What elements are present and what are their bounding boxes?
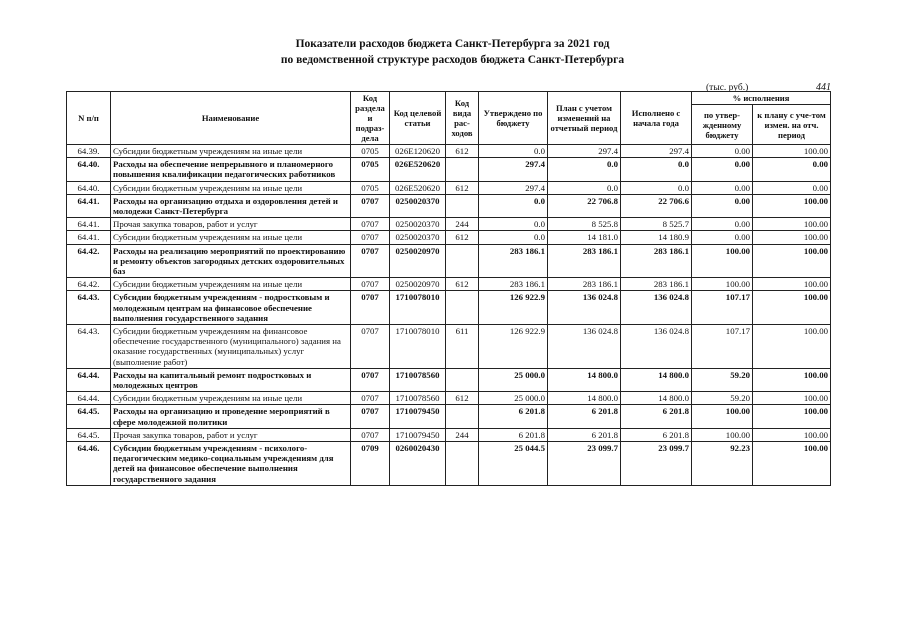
row-pct-approved: 0.00 bbox=[692, 231, 753, 244]
row-number: 64.44. bbox=[67, 368, 111, 391]
row-target-code: 0250020970 bbox=[390, 278, 446, 291]
row-section-code: 0707 bbox=[351, 325, 390, 369]
row-pct-plan: 100.00 bbox=[753, 368, 831, 391]
table-row bbox=[67, 218, 831, 231]
row-section-code: 0707 bbox=[351, 278, 390, 291]
row-target-code: 026Е520620 bbox=[390, 158, 446, 181]
row-approved: 297.4 bbox=[479, 158, 548, 181]
row-target-code: 1710079450 bbox=[390, 428, 446, 441]
table-header bbox=[67, 92, 831, 145]
row-plan: 297.4 bbox=[548, 145, 621, 158]
row-target-code: 1710079450 bbox=[390, 405, 446, 428]
col-header-num: N п/п bbox=[67, 92, 111, 145]
row-approved: 0.0 bbox=[479, 194, 548, 217]
row-plan: 14 181.0 bbox=[548, 231, 621, 244]
row-pct-approved: 100.00 bbox=[692, 278, 753, 291]
table-row bbox=[67, 442, 831, 486]
row-pct-plan: 100.00 bbox=[753, 442, 831, 486]
row-executed: 136 024.8 bbox=[621, 291, 692, 325]
row-plan: 6 201.8 bbox=[548, 405, 621, 428]
row-pct-approved: 0.00 bbox=[692, 145, 753, 158]
row-expense-type bbox=[446, 405, 479, 428]
row-section-code: 0707 bbox=[351, 392, 390, 405]
row-pct-plan: 100.00 bbox=[753, 194, 831, 217]
row-section-code: 0707 bbox=[351, 368, 390, 391]
row-pct-approved: 107.17 bbox=[692, 325, 753, 369]
row-executed: 136 024.8 bbox=[621, 325, 692, 369]
row-section-code: 0707 bbox=[351, 231, 390, 244]
row-plan: 22 706.8 bbox=[548, 194, 621, 217]
row-pct-approved: 59.20 bbox=[692, 392, 753, 405]
row-expense-type bbox=[446, 194, 479, 217]
table-row bbox=[67, 278, 831, 291]
col-header-executed: Исполнено с начала года bbox=[621, 92, 692, 145]
row-executed: 6 201.8 bbox=[621, 428, 692, 441]
row-pct-plan: 100.00 bbox=[753, 278, 831, 291]
row-approved: 0.0 bbox=[479, 145, 548, 158]
row-name: Расходы на реализацию мероприятий по проектированию и ремонту объектов загородных детских оздоровительных баз bbox=[111, 244, 351, 278]
row-pct-plan: 100.00 bbox=[753, 325, 831, 369]
row-approved: 297.4 bbox=[479, 181, 548, 194]
page-number: 441 bbox=[816, 82, 831, 93]
row-executed: 0.0 bbox=[621, 181, 692, 194]
row-name: Расходы на организацию и проведение мероприятий в сфере молодежной политики bbox=[111, 405, 351, 428]
row-pct-plan: 0.00 bbox=[753, 158, 831, 181]
row-expense-type bbox=[446, 244, 479, 278]
row-pct-plan: 100.00 bbox=[753, 392, 831, 405]
row-number: 64.45. bbox=[67, 405, 111, 428]
row-name: Расходы на обеспечение непрерывного и планомерного повышения квалификации педагогических работников bbox=[111, 158, 351, 181]
col-header-pct-approved: по утвер-жденному бюджету bbox=[692, 105, 753, 145]
row-plan: 136 024.8 bbox=[548, 291, 621, 325]
row-expense-type: 612 bbox=[446, 392, 479, 405]
row-target-code: 1710078560 bbox=[390, 392, 446, 405]
row-expense-type: 612 bbox=[446, 181, 479, 194]
document-title-line2: по ведомственной структуре расходов бюджета Санкт-Петербурга bbox=[280, 54, 625, 66]
row-number: 64.43. bbox=[67, 291, 111, 325]
row-plan: 14 800.0 bbox=[548, 392, 621, 405]
row-target-code: 026Е520620 bbox=[390, 181, 446, 194]
row-executed: 22 706.6 bbox=[621, 194, 692, 217]
row-name: Субсидии бюджетным учреждениям на иные цели bbox=[111, 392, 351, 405]
row-pct-plan: 100.00 bbox=[753, 405, 831, 428]
table-row bbox=[67, 428, 831, 441]
row-executed: 6 201.8 bbox=[621, 405, 692, 428]
row-target-code: 1710078560 bbox=[390, 368, 446, 391]
row-number: 64.42. bbox=[67, 244, 111, 278]
row-expense-type: 611 bbox=[446, 325, 479, 369]
row-name: Прочая закупка товаров, работ и услуг bbox=[111, 428, 351, 441]
row-expense-type: 612 bbox=[446, 145, 479, 158]
row-name: Прочая закупка товаров, работ и услуг bbox=[111, 218, 351, 231]
row-pct-plan: 100.00 bbox=[753, 244, 831, 278]
row-name: Субсидии бюджетным учреждениям - психолого-педагогическим медико-социальным учреждениям для детей на финансовое обеспечение выполнения государственного задания bbox=[111, 442, 351, 486]
row-executed: 283 186.1 bbox=[621, 278, 692, 291]
row-target-code: 1710078010 bbox=[390, 325, 446, 369]
row-number: 64.45. bbox=[67, 428, 111, 441]
row-executed: 8 525.7 bbox=[621, 218, 692, 231]
row-section-code: 0707 bbox=[351, 218, 390, 231]
col-header-approved: Утверждено по бюджету bbox=[479, 92, 548, 145]
table-row bbox=[67, 231, 831, 244]
row-target-code: 1710078010 bbox=[390, 291, 446, 325]
row-name: Субсидии бюджетным учреждениям на иные цели bbox=[111, 181, 351, 194]
row-approved: 25 000.0 bbox=[479, 368, 548, 391]
row-approved: 126 922.9 bbox=[479, 325, 548, 369]
row-name: Субсидии бюджетным учреждениям на финансовое обеспечение государственного (муниципального) задания на оказание государственных (муниципальных) услуг (выполнение работ) bbox=[111, 325, 351, 369]
row-expense-type: 244 bbox=[446, 428, 479, 441]
row-number: 64.40. bbox=[67, 158, 111, 181]
row-executed: 14 800.0 bbox=[621, 392, 692, 405]
row-number: 64.41. bbox=[67, 194, 111, 217]
row-target-code: 0250020370 bbox=[390, 218, 446, 231]
table-row bbox=[67, 181, 831, 194]
row-pct-approved: 107.17 bbox=[692, 291, 753, 325]
row-executed: 0.0 bbox=[621, 158, 692, 181]
budget-table bbox=[66, 91, 831, 486]
row-expense-type: 612 bbox=[446, 278, 479, 291]
row-pct-approved: 0.00 bbox=[692, 181, 753, 194]
row-number: 64.41. bbox=[67, 218, 111, 231]
row-number: 64.40. bbox=[67, 181, 111, 194]
table-row bbox=[67, 325, 831, 369]
document-title-line1: Показатели расходов бюджета Санкт-Петербурга за 2021 год bbox=[295, 38, 610, 50]
row-executed: 14 800.0 bbox=[621, 368, 692, 391]
row-target-code: 0250020370 bbox=[390, 231, 446, 244]
row-executed: 297.4 bbox=[621, 145, 692, 158]
row-plan: 6 201.8 bbox=[548, 428, 621, 441]
table-body bbox=[67, 145, 831, 486]
row-target-code: 0250020970 bbox=[390, 244, 446, 278]
row-expense-type bbox=[446, 442, 479, 486]
row-section-code: 0709 bbox=[351, 442, 390, 486]
row-plan: 0.0 bbox=[548, 158, 621, 181]
row-pct-plan: 100.00 bbox=[753, 145, 831, 158]
row-number: 64.41. bbox=[67, 231, 111, 244]
row-number: 64.43. bbox=[67, 325, 111, 369]
row-expense-type: 244 bbox=[446, 218, 479, 231]
row-expense-type bbox=[446, 368, 479, 391]
row-number: 64.46. bbox=[67, 442, 111, 486]
row-section-code: 0707 bbox=[351, 194, 390, 217]
row-name: Субсидии бюджетным учреждениям на иные цели bbox=[111, 231, 351, 244]
row-approved: 6 201.8 bbox=[479, 428, 548, 441]
col-header-percent-group: % исполнения bbox=[692, 92, 831, 105]
row-executed: 23 099.7 bbox=[621, 442, 692, 486]
row-approved: 126 922.9 bbox=[479, 291, 548, 325]
row-pct-approved: 0.00 bbox=[692, 218, 753, 231]
row-plan: 283 186.1 bbox=[548, 278, 621, 291]
row-expense-type bbox=[446, 158, 479, 181]
row-name: Субсидии бюджетным учреждениям на иные цели bbox=[111, 145, 351, 158]
row-pct-plan: 100.00 bbox=[753, 218, 831, 231]
row-plan: 136 024.8 bbox=[548, 325, 621, 369]
row-plan: 23 099.7 bbox=[548, 442, 621, 486]
row-section-code: 0705 bbox=[351, 181, 390, 194]
row-number: 64.39. bbox=[67, 145, 111, 158]
row-approved: 283 186.1 bbox=[479, 244, 548, 278]
table-row bbox=[67, 244, 831, 278]
row-number: 64.42. bbox=[67, 278, 111, 291]
row-pct-approved: 0.00 bbox=[692, 194, 753, 217]
row-pct-plan: 100.00 bbox=[753, 291, 831, 325]
row-target-code: 0250020370 bbox=[390, 194, 446, 217]
table-row bbox=[67, 291, 831, 325]
row-pct-approved: 0.00 bbox=[692, 158, 753, 181]
col-header-pct-plan: к плану с уче-том измен. на отч. период bbox=[753, 105, 831, 145]
row-pct-approved: 100.00 bbox=[692, 405, 753, 428]
units-label: (тыс. руб.) bbox=[706, 83, 749, 93]
table-row bbox=[67, 368, 831, 391]
row-approved: 6 201.8 bbox=[479, 405, 548, 428]
row-approved: 0.0 bbox=[479, 218, 548, 231]
table-row bbox=[67, 194, 831, 217]
row-expense-type: 612 bbox=[446, 231, 479, 244]
row-plan: 283 186.1 bbox=[548, 244, 621, 278]
row-target-code: 026Е120620 bbox=[390, 145, 446, 158]
row-approved: 0.0 bbox=[479, 231, 548, 244]
row-name: Субсидии бюджетным учреждениям - подростковым и молодежным центрам на финансовое обеспечение выполнения государственного задания bbox=[111, 291, 351, 325]
row-target-code: 0260020430 bbox=[390, 442, 446, 486]
row-section-code: 0707 bbox=[351, 428, 390, 441]
col-header-name: Наименование bbox=[111, 92, 351, 145]
row-section-code: 0705 bbox=[351, 158, 390, 181]
table-row bbox=[67, 145, 831, 158]
table-row bbox=[67, 392, 831, 405]
row-section-code: 0707 bbox=[351, 291, 390, 325]
row-pct-approved: 92.23 bbox=[692, 442, 753, 486]
row-approved: 283 186.1 bbox=[479, 278, 548, 291]
col-header-plan: План с учетом изменений на отчетный период bbox=[548, 92, 621, 145]
row-plan: 0.0 bbox=[548, 181, 621, 194]
row-plan: 8 525.8 bbox=[548, 218, 621, 231]
col-header-type: Код вида рас-ходов bbox=[446, 92, 479, 145]
row-pct-approved: 100.00 bbox=[692, 244, 753, 278]
col-header-section: Код раздела и подраз-дела bbox=[351, 92, 390, 145]
row-approved: 25 000.0 bbox=[479, 392, 548, 405]
row-expense-type bbox=[446, 291, 479, 325]
row-section-code: 0707 bbox=[351, 405, 390, 428]
row-name: Расходы на капитальный ремонт подростковых и молодежных центров bbox=[111, 368, 351, 391]
col-header-target: Код целевой статьи bbox=[390, 92, 446, 145]
row-section-code: 0705 bbox=[351, 145, 390, 158]
row-pct-plan: 100.00 bbox=[753, 428, 831, 441]
row-section-code: 0707 bbox=[351, 244, 390, 278]
row-executed: 283 186.1 bbox=[621, 244, 692, 278]
row-number: 64.44. bbox=[67, 392, 111, 405]
table-row bbox=[67, 405, 831, 428]
row-executed: 14 180.9 bbox=[621, 231, 692, 244]
row-approved: 25 044.5 bbox=[479, 442, 548, 486]
row-pct-plan: 100.00 bbox=[753, 231, 831, 244]
row-pct-approved: 100.00 bbox=[692, 428, 753, 441]
row-name: Субсидии бюджетным учреждениям на иные цели bbox=[111, 278, 351, 291]
row-pct-approved: 59.20 bbox=[692, 368, 753, 391]
row-name: Расходы на организацию отдыха и оздоровления детей и молодежи Санкт-Петербурга bbox=[111, 194, 351, 217]
table-row bbox=[67, 158, 831, 181]
row-plan: 14 800.0 bbox=[548, 368, 621, 391]
row-pct-plan: 0.00 bbox=[753, 181, 831, 194]
